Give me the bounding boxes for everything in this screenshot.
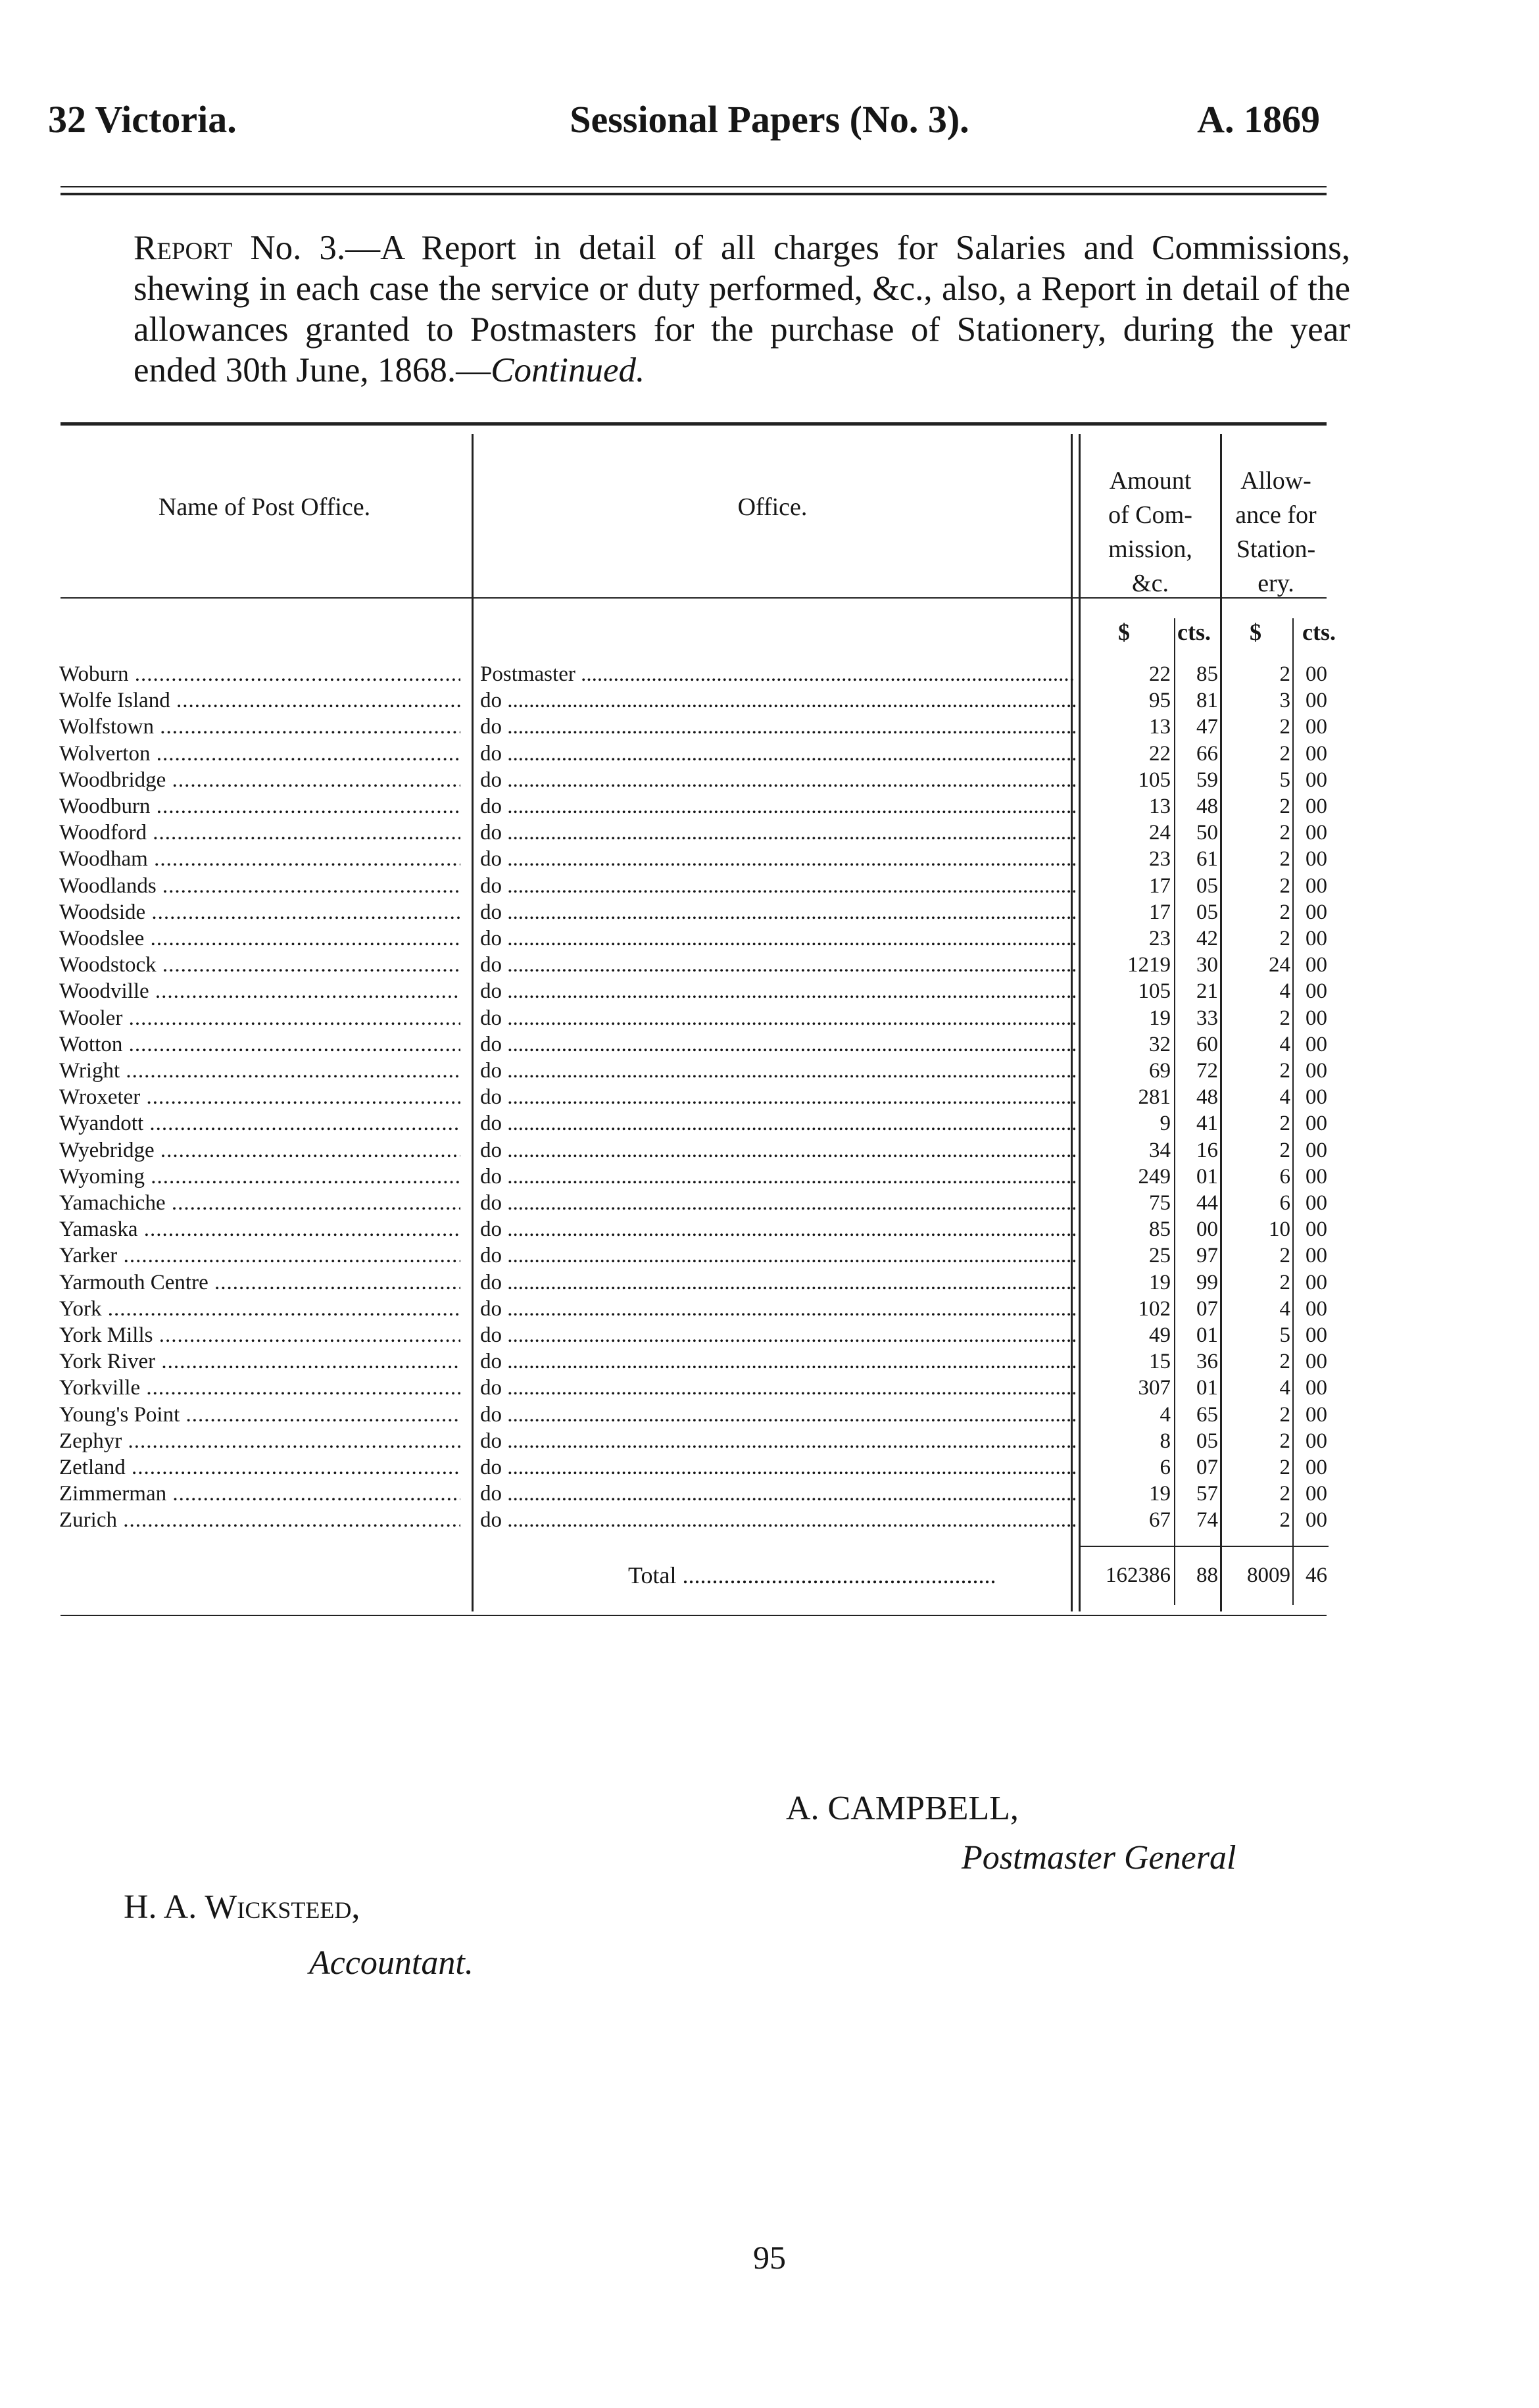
commission-dollars: 105 (1138, 768, 1171, 792)
commission-dollars: 249 (1138, 1165, 1171, 1189)
commission-cents: 42 (1196, 927, 1218, 950)
office-title: do ..... (480, 1454, 1075, 1481)
allowance-dollars: 6 (1279, 1191, 1290, 1215)
commission-dollars: 13 (1149, 715, 1171, 739)
table-row (0, 1507, 1539, 1534)
commission-cents: 01 (1196, 1323, 1218, 1347)
allowance-dollars: 2 (1279, 715, 1290, 739)
allowance-dollars: 2 (1279, 1482, 1290, 1506)
allowance-cents: 00 (1306, 1350, 1327, 1373)
post-office-name: Woodham ..... (59, 846, 460, 873)
total-row (0, 1562, 1539, 1589)
allowance-dollars: 2 (1279, 1456, 1290, 1479)
table-row (0, 1084, 1539, 1111)
commission-dollars: 25 (1149, 1244, 1171, 1267)
post-office-name: Yamaska ..... (59, 1216, 460, 1243)
allowance-cents: 00 (1306, 1217, 1327, 1241)
commission-cents: 44 (1196, 1191, 1218, 1215)
allowance-cents: 00 (1306, 847, 1327, 871)
office-title: do ..... (480, 1005, 1075, 1032)
post-office-name: Woodford ..... (59, 820, 460, 847)
office-title: do ..... (480, 873, 1075, 900)
colhead-amount-l2: of Com- (1108, 501, 1192, 529)
commission-cents: 65 (1196, 1403, 1218, 1427)
allowance-dollars: 24 (1269, 953, 1290, 977)
colhead-amount (1082, 464, 1219, 601)
allowance-cents: 00 (1306, 715, 1327, 739)
table-row (0, 1322, 1539, 1349)
allowance-cents: 00 (1306, 1244, 1327, 1267)
allowance-cents: 00 (1306, 1059, 1327, 1083)
table-row (0, 767, 1539, 794)
total-dollars-allowance: 8009 (1247, 1563, 1290, 1587)
commission-cents: 16 (1196, 1139, 1218, 1162)
office-title: do ..... (480, 846, 1075, 873)
header-volume: 32 Victoria. (48, 98, 237, 141)
allowance-cents: 00 (1306, 874, 1327, 898)
commission-cents: 97 (1196, 1244, 1218, 1267)
allowance-cents: 00 (1306, 1139, 1327, 1162)
table-row (0, 714, 1539, 741)
allowance-dollars: 2 (1279, 1139, 1290, 1162)
table-row (0, 873, 1539, 900)
commission-dollars: 1219 (1127, 953, 1171, 977)
commission-dollars: 32 (1149, 1033, 1171, 1056)
office-title: do ..... (480, 1322, 1075, 1349)
office-title: do ..... (480, 1216, 1075, 1243)
allowance-dollars: 2 (1279, 1059, 1290, 1083)
table-row (0, 741, 1539, 768)
office-title: do ..... (480, 767, 1075, 794)
commission-dollars: 49 (1149, 1323, 1171, 1347)
office-title: do ..... (480, 1402, 1075, 1429)
office-title: do ..... (480, 1031, 1075, 1058)
office-title: do ..... (480, 1428, 1075, 1455)
commission-cents: 59 (1196, 768, 1218, 792)
post-office-name: York River ..... (59, 1348, 460, 1375)
table-row (0, 1269, 1539, 1296)
commission-cents: 81 (1196, 689, 1218, 712)
commission-dollars: 69 (1149, 1059, 1171, 1083)
allowance-dollars: 2 (1279, 1271, 1290, 1294)
commission-dollars: 9 (1160, 1112, 1171, 1135)
table-row (0, 1216, 1539, 1243)
commission-cents: 07 (1196, 1456, 1218, 1479)
allowance-cents: 00 (1306, 1271, 1327, 1294)
allowance-cents: 00 (1306, 662, 1327, 686)
post-office-name: Wolverton ..... (59, 741, 460, 768)
commission-dollars: 75 (1149, 1191, 1171, 1215)
report-paragraph (134, 228, 1350, 391)
post-office-name: Zurich ..... (59, 1507, 460, 1534)
post-office-name: Wolfe Island ..... (59, 687, 460, 714)
commission-cents: 36 (1196, 1350, 1218, 1373)
table-row (0, 846, 1539, 873)
commission-cents: 00 (1196, 1217, 1218, 1241)
allowance-dollars: 2 (1279, 900, 1290, 924)
allowance-dollars: 2 (1279, 1508, 1290, 1532)
office-title: do ..... (480, 1242, 1075, 1269)
office-title: do ..... (480, 741, 1075, 768)
office-title: do ..... (480, 1269, 1075, 1296)
commission-dollars: 19 (1149, 1006, 1171, 1030)
commission-cents: 57 (1196, 1482, 1218, 1506)
table-row (0, 687, 1539, 714)
post-office-name: Zimmerman ..... (59, 1481, 460, 1508)
table-row (0, 1348, 1539, 1375)
colhead-name: Name of Post Office. (158, 493, 371, 521)
page-number: 95 (753, 2239, 786, 2276)
office-title: Postmaster ..... (480, 661, 1075, 688)
commission-dollars: 95 (1149, 689, 1171, 712)
post-office-name: Wotton ..... (59, 1031, 460, 1058)
allowance-cents: 00 (1306, 1323, 1327, 1347)
colhead-allowance-l1: Allow- (1240, 467, 1311, 495)
allowance-dollars: 2 (1279, 1244, 1290, 1267)
commission-dollars: 23 (1149, 847, 1171, 871)
allowance-cents: 00 (1306, 768, 1327, 792)
allowance-cents: 00 (1306, 1376, 1327, 1400)
allowance-dollars: 4 (1279, 1085, 1290, 1109)
allowance-cents: 00 (1306, 1429, 1327, 1453)
allowance-cents: 00 (1306, 1165, 1327, 1189)
post-office-name: Wyoming ..... (59, 1164, 460, 1191)
commission-cents: 05 (1196, 900, 1218, 924)
colhead-amount-l3: mission, (1108, 535, 1192, 563)
allowance-dollars: 2 (1279, 874, 1290, 898)
table-row (0, 1137, 1539, 1164)
total-cents-allowance: 46 (1306, 1563, 1327, 1587)
commission-dollars: 19 (1149, 1482, 1171, 1506)
table-row (0, 952, 1539, 979)
header-title: Sessional Papers (No. 3). (570, 98, 969, 141)
accountant-title: Accountant. (309, 1944, 474, 1982)
commission-cents: 85 (1196, 662, 1218, 686)
commission-cents: 21 (1196, 979, 1218, 1003)
commission-cents: 05 (1196, 874, 1218, 898)
allowance-cents: 00 (1306, 1085, 1327, 1109)
table-row (0, 661, 1539, 688)
allowance-dollars: 4 (1279, 1297, 1290, 1321)
table-row (0, 1375, 1539, 1402)
allowance-dollars: 2 (1279, 847, 1290, 871)
allowance-cents: 00 (1306, 795, 1327, 818)
office-title: do ..... (480, 1348, 1075, 1375)
colhead-allowance-l4: ery. (1258, 570, 1294, 597)
commission-cents: 61 (1196, 847, 1218, 871)
table-row (0, 1031, 1539, 1058)
table-row (0, 1428, 1539, 1455)
allowance-cents: 00 (1306, 821, 1327, 845)
commission-cents: 99 (1196, 1271, 1218, 1294)
commission-dollars: 15 (1149, 1350, 1171, 1373)
allowance-dollars: 2 (1279, 821, 1290, 845)
post-office-name: Yorkville ..... (59, 1375, 460, 1402)
office-title: do ..... (480, 899, 1075, 926)
commission-dollars: 105 (1138, 979, 1171, 1003)
post-office-name: Woburn ..... (59, 661, 460, 688)
table-rule-top (61, 422, 1327, 426)
commission-cents: 60 (1196, 1033, 1218, 1056)
allowance-cents: 00 (1306, 979, 1327, 1003)
table-row (0, 1164, 1539, 1191)
office-title: do ..... (480, 793, 1075, 820)
post-office-name: York ..... (59, 1296, 460, 1323)
post-office-name: Zetland ..... (59, 1454, 460, 1481)
table-end-rule (61, 1615, 1327, 1616)
allowance-dollars: 2 (1279, 742, 1290, 766)
office-title: do ..... (480, 1296, 1075, 1323)
table-row (0, 1058, 1539, 1085)
commission-dollars: 13 (1149, 795, 1171, 818)
office-title: do ..... (480, 1058, 1075, 1085)
commission-dollars: 17 (1149, 900, 1171, 924)
table-row (0, 1402, 1539, 1429)
allowance-cents: 00 (1306, 1033, 1327, 1056)
post-office-name: Yarker ..... (59, 1242, 460, 1269)
unit-dollar-allowance: $ (1250, 619, 1261, 645)
commission-dollars: 34 (1149, 1139, 1171, 1162)
commission-dollars: 24 (1149, 821, 1171, 845)
allowance-dollars: 2 (1279, 1350, 1290, 1373)
commission-cents: 47 (1196, 715, 1218, 739)
post-office-name: Woodburn ..... (59, 793, 460, 820)
post-office-name: York Mills ..... (59, 1322, 460, 1349)
commission-cents: 41 (1196, 1112, 1218, 1135)
post-office-name: Young's Point ..... (59, 1402, 460, 1429)
post-office-name: Wroxeter ..... (59, 1084, 460, 1111)
colhead-allowance (1223, 464, 1329, 601)
commission-cents: 72 (1196, 1059, 1218, 1083)
postmaster-title: Postmaster General (962, 1839, 1236, 1877)
header-year: A. 1869 (1197, 98, 1320, 141)
unit-cents-amount: cts. (1177, 619, 1211, 645)
total-cents-amount: 88 (1196, 1563, 1218, 1587)
allowance-cents: 00 (1306, 1403, 1327, 1427)
total-label: Total ..... (628, 1562, 1069, 1589)
commission-cents: 66 (1196, 742, 1218, 766)
table-row (0, 925, 1539, 952)
allowance-dollars: 3 (1279, 689, 1290, 712)
office-title: do ..... (480, 1190, 1075, 1217)
table-row (0, 1481, 1539, 1508)
table-row (0, 820, 1539, 847)
allowance-dollars: 2 (1279, 662, 1290, 686)
table-row (0, 978, 1539, 1005)
allowance-cents: 00 (1306, 1006, 1327, 1030)
office-title: do ..... (480, 820, 1075, 847)
allowance-dollars: 4 (1279, 1376, 1290, 1400)
allowance-dollars: 2 (1279, 927, 1290, 950)
post-office-name: Yamachiche ..... (59, 1190, 460, 1217)
unit-cents-allowance: cts. (1302, 619, 1336, 645)
commission-dollars: 17 (1149, 874, 1171, 898)
commission-cents: 48 (1196, 1085, 1218, 1109)
allowance-dollars: 4 (1279, 1033, 1290, 1056)
allowance-cents: 00 (1306, 1456, 1327, 1479)
commission-dollars: 4 (1160, 1403, 1171, 1427)
colhead-allowance-l2: ance for (1235, 501, 1317, 529)
header-rule-top (61, 186, 1327, 187)
commission-cents: 50 (1196, 821, 1218, 845)
report-continued: Continued. (491, 351, 645, 389)
allowance-cents: 00 (1306, 1112, 1327, 1135)
unit-dollar-amount: $ (1118, 619, 1130, 645)
colhead-amount-l1: Amount (1109, 467, 1192, 495)
office-title: do ..... (480, 1507, 1075, 1534)
commission-dollars: 102 (1138, 1297, 1171, 1321)
commission-cents: 74 (1196, 1508, 1218, 1532)
total-rule (1079, 1546, 1329, 1547)
allowance-dollars: 2 (1279, 1006, 1290, 1030)
post-office-name: Wyandott ..... (59, 1110, 460, 1137)
allowance-cents: 00 (1306, 1191, 1327, 1215)
post-office-name: Yarmouth Centre ..... (59, 1269, 460, 1296)
commission-dollars: 8 (1160, 1429, 1171, 1453)
allowance-dollars: 6 (1279, 1165, 1290, 1189)
report-lead: Report (134, 229, 233, 267)
allowance-cents: 00 (1306, 1482, 1327, 1506)
table-row (0, 1190, 1539, 1217)
commission-dollars: 22 (1149, 742, 1171, 766)
allowance-dollars: 2 (1279, 1429, 1290, 1453)
post-office-name: Wolfstown ..... (59, 714, 460, 741)
commission-dollars: 67 (1149, 1508, 1171, 1532)
allowance-cents: 00 (1306, 742, 1327, 766)
table-row (0, 1454, 1539, 1481)
allowance-dollars: 5 (1279, 1323, 1290, 1347)
post-office-name: Woodville ..... (59, 978, 460, 1005)
allowance-dollars: 2 (1279, 795, 1290, 818)
allowance-cents: 00 (1306, 900, 1327, 924)
office-title: do ..... (480, 1481, 1075, 1508)
office-title: do ..... (480, 1084, 1075, 1111)
table-row (0, 1005, 1539, 1032)
office-title: do ..... (480, 925, 1075, 952)
post-office-name: Woodlands ..... (59, 873, 460, 900)
table-row (0, 899, 1539, 926)
post-office-name: Woodside ..... (59, 899, 460, 926)
accountant-signature: H. A. Wicksteed, (124, 1888, 360, 1926)
table-row (0, 1296, 1539, 1323)
allowance-dollars: 5 (1279, 768, 1290, 792)
allowance-cents: 00 (1306, 927, 1327, 950)
colhead-office: Office. (737, 493, 808, 521)
commission-cents: 48 (1196, 795, 1218, 818)
post-office-name: Wyebridge ..... (59, 1137, 460, 1164)
office-title: do ..... (480, 952, 1075, 979)
commission-cents: 05 (1196, 1429, 1218, 1453)
office-title: do ..... (480, 978, 1075, 1005)
commission-cents: 07 (1196, 1297, 1218, 1321)
commission-dollars: 23 (1149, 927, 1171, 950)
colhead-allowance-l3: Station- (1236, 535, 1316, 563)
table-row (0, 793, 1539, 820)
post-office-name: Woodstock ..... (59, 952, 460, 979)
commission-dollars: 22 (1149, 662, 1171, 686)
commission-cents: 33 (1196, 1006, 1218, 1030)
table-row (0, 1242, 1539, 1269)
office-title: do ..... (480, 1110, 1075, 1137)
commission-dollars: 19 (1149, 1271, 1171, 1294)
allowance-cents: 00 (1306, 953, 1327, 977)
post-office-name: Zephyr ..... (59, 1428, 460, 1455)
allowance-cents: 00 (1306, 689, 1327, 712)
office-title: do ..... (480, 687, 1075, 714)
office-title: do ..... (480, 1137, 1075, 1164)
allowance-dollars: 2 (1279, 1112, 1290, 1135)
office-title: do ..... (480, 714, 1075, 741)
commission-cents: 01 (1196, 1165, 1218, 1189)
commission-dollars: 6 (1160, 1456, 1171, 1479)
report-text: No. 3.—A Report in detail of all charges for Salaries and Commissions, shewing in each case the service or duty performed, &c., also, a Report in detail of the allowances granted to Postmasters for the purchase of Stationery, during the year ended 30th June, 1868.— (134, 229, 1350, 389)
commission-dollars: 281 (1138, 1085, 1171, 1109)
allowance-cents: 00 (1306, 1508, 1327, 1532)
allowance-cents: 00 (1306, 1297, 1327, 1321)
post-office-name: Wooler ..... (59, 1005, 460, 1032)
allowance-dollars: 2 (1279, 1403, 1290, 1427)
post-office-name: Woodbridge ..... (59, 767, 460, 794)
header-rule-bottom (61, 193, 1327, 195)
colhead-amount-l4: &c. (1132, 570, 1169, 597)
table-row (0, 1110, 1539, 1137)
post-office-name: Woodslee ..... (59, 925, 460, 952)
commission-cents: 30 (1196, 953, 1218, 977)
office-title: do ..... (480, 1164, 1075, 1191)
total-dollars-amount: 162386 (1106, 1563, 1171, 1587)
office-title: do ..... (480, 1375, 1075, 1402)
allowance-dollars: 10 (1269, 1217, 1290, 1241)
commission-dollars: 307 (1138, 1376, 1171, 1400)
commission-cents: 01 (1196, 1376, 1218, 1400)
allowance-dollars: 4 (1279, 979, 1290, 1003)
post-office-name: Wright ..... (59, 1058, 460, 1085)
commission-dollars: 85 (1149, 1217, 1171, 1241)
postmaster-signature: A. CAMPBELL, (786, 1790, 1019, 1827)
